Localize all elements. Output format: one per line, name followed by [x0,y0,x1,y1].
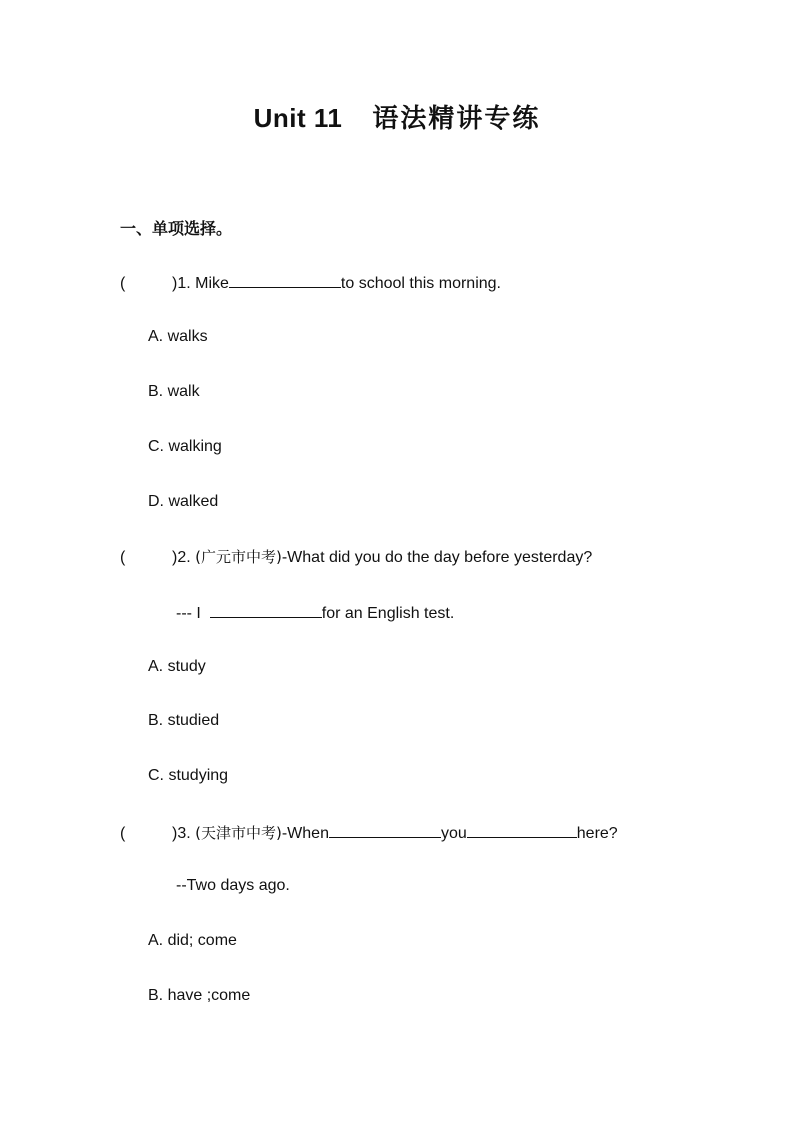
question-1-stem [120,271,501,295]
section-heading: 一、单项选择。 [120,219,233,238]
question-text-after: to school this morning. [340,275,501,292]
answer-blank-1[interactable] [329,821,441,838]
question-3-stem [120,821,618,845]
option-a: A. walks [148,328,208,345]
answer-blank-2[interactable] [467,821,577,838]
question-3-reply: --Two days ago. [176,877,290,894]
reply-text-after: for an English test. [321,605,455,622]
reply-text-before: --- I [176,605,201,622]
option-d: D. walked [148,493,219,510]
option-a: A. study [148,658,206,675]
option-b: B. studied [148,712,220,729]
question-number: 2. [177,549,191,566]
question-text-middle: you [440,825,467,842]
answer-bracket-open: ( [120,275,126,292]
option-c: C. walking [148,438,222,455]
option-c: C. studying [148,767,229,784]
answer-bracket-close: ) [172,825,178,842]
question-source: (广元市中考) [195,548,282,566]
title-subtitle: 语法精讲专练 [372,104,541,134]
question-source: (天津市中考) [195,824,282,842]
answer-bracket-close: ) [172,549,178,566]
answer-blank[interactable] [210,601,322,618]
option-b: B. walk [148,383,200,400]
unit-label: Unit 11 [253,103,343,133]
question-number: 3. [177,825,191,842]
answer-bracket-open: ( [120,549,126,566]
question-2-reply [176,601,454,625]
answer-blank[interactable] [229,271,341,288]
question-2-stem [120,546,592,569]
answer-bracket-open: ( [120,825,126,842]
question-number: 1. [177,275,191,292]
question-text-after: here? [576,825,618,842]
question-text-before: -When [281,825,329,842]
question-text-before: Mike [195,275,229,292]
option-a: A. did; come [148,932,237,949]
answer-bracket-close: ) [172,275,178,292]
question-prompt: -What did you do the day before yesterday? [281,549,593,566]
page-title [0,98,794,135]
option-b: B. have ;come [148,987,251,1004]
